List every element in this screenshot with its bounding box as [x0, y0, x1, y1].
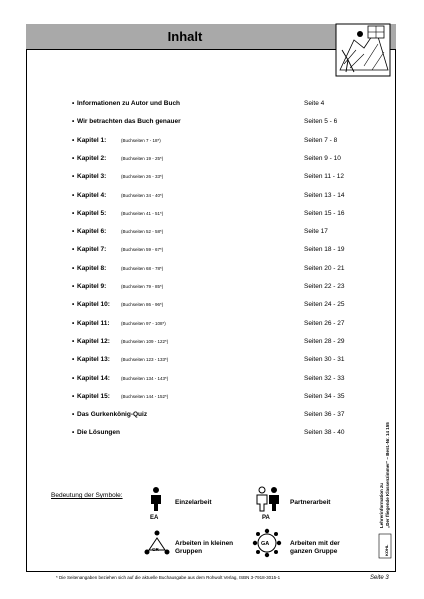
toc-row: [72, 281, 362, 293]
credit-line-2: „Der fliegende Klassenzimmer“ – Best.-Nr. 14 155: [385, 422, 390, 528]
toc-book-range: (Buchseiten 7 - 18*): [121, 137, 161, 143]
toc-pages: Seiten 15 - 16: [304, 209, 345, 217]
toc-pages: Seiten 28 - 29: [304, 337, 345, 345]
toc-row: [72, 171, 362, 183]
pa-label: Partnerarbeit: [290, 499, 331, 506]
toc-pages: Seiten 13 - 14: [304, 191, 345, 199]
toc-row: [72, 427, 362, 439]
toc-label: Kapitel 15:: [77, 392, 110, 400]
toc-pages: Seiten 20 - 21: [304, 264, 345, 272]
bullet: •: [72, 283, 75, 290]
toc-label: Kapitel 10:: [77, 301, 110, 309]
toc-row: [72, 391, 362, 403]
toc-row: [72, 226, 362, 238]
toc-row: [72, 153, 362, 165]
toc-book-range: (Buchseiten 97 - 108*): [121, 320, 166, 326]
toc-label: Kapitel 3:: [77, 173, 107, 181]
toc-label: Kapitel 1:: [77, 136, 107, 144]
toc-pages: Seiten 30 - 31: [304, 356, 345, 364]
toc-book-range: (Buchseiten 26 - 33*): [121, 174, 164, 180]
toc-label: Die Lösungen: [77, 429, 120, 437]
toc-book-range: (Buchseiten 41 - 51*): [121, 210, 164, 216]
toc-book-range: (Buchseiten 123 - 133*): [121, 357, 169, 363]
toc-row: [72, 318, 362, 330]
toc-row: [72, 116, 362, 128]
toc-pages: Seite 17: [304, 228, 328, 236]
bullet: •: [72, 209, 75, 217]
toc-row: [72, 354, 362, 366]
bullet: •: [72, 136, 75, 144]
bullet: •: [72, 429, 75, 437]
toc-pages: Seiten 7 - 8: [304, 136, 338, 144]
toc-book-range: (Buchseiten 109 - 122*): [121, 338, 169, 344]
bullet: •: [72, 118, 75, 126]
bullet: •: [72, 173, 75, 181]
publisher-credit: [378, 400, 392, 560]
toc-pages: Seiten 32 - 33: [304, 374, 345, 382]
toc-label: Wir betrachten das Buch genauer: [77, 118, 181, 126]
toc-book-range: (Buchseiten 68 - 78*): [121, 265, 164, 271]
gr-label: Arbeiten in kleinen Gruppen: [175, 540, 234, 555]
toc-pages: Seiten 5 - 6: [304, 118, 338, 126]
ga-badge: GA: [261, 541, 270, 547]
bullet: •: [72, 154, 75, 162]
page-title: Inhalt: [167, 29, 203, 44]
bullet: •: [72, 374, 75, 382]
toc-label: Kapitel 5:: [77, 209, 107, 217]
toc-label: Kapitel 7:: [77, 246, 107, 254]
toc-row: [72, 409, 362, 421]
toc-pages: Seiten 36 - 37: [304, 411, 345, 419]
two-persons-icon: [255, 486, 281, 516]
toc-row: [72, 190, 362, 202]
toc-book-range: (Buchseiten 59 - 67*): [121, 247, 164, 253]
toc-row: [72, 244, 362, 256]
toc-row: [72, 135, 362, 147]
toc-pages: Seiten 26 - 27: [304, 319, 345, 327]
toc-book-range: (Buchseiten 52 - 58*): [121, 229, 164, 235]
bullet: •: [72, 191, 75, 199]
toc-label: Kapitel 11:: [77, 319, 110, 327]
toc-pages: Seiten 9 - 10: [304, 154, 341, 162]
toc-row: [72, 336, 362, 348]
toc-label: Kapitel 2:: [77, 154, 107, 162]
ga-label: Arbeiten mit der ganzen Gruppe: [290, 540, 340, 555]
gr-badge: GR: [152, 547, 159, 552]
toc-row: [72, 299, 362, 311]
toc-pages: Seiten 24 - 25: [304, 301, 345, 309]
pa-badge: PA: [262, 515, 270, 521]
toc-row: [72, 208, 362, 220]
bullet: •: [72, 319, 75, 327]
toc-label: Das Gurkenkönig-Quiz: [77, 411, 148, 419]
toc-label: Informationen zu Autor und Buch: [77, 100, 181, 107]
ea-badge: EA: [150, 515, 159, 521]
corner-illustration: [334, 20, 394, 80]
bullet: •: [72, 100, 75, 107]
bullet: •: [72, 337, 75, 345]
toc-book-range: (Buchseiten 144 - 152*): [121, 393, 169, 399]
toc-row: [72, 373, 362, 385]
footnote: * Die Seitenangaben beziehen sich auf die aktuelle Buchausgabe aus dem Rohwolt Verlag, ISBN 3-7918-3015-1: [56, 575, 281, 580]
toc-row: [72, 98, 362, 110]
toc-label: Kapitel 13:: [77, 356, 110, 364]
toc-pages: Seiten 18 - 19: [304, 246, 345, 254]
toc-label: Kapitel 4:: [77, 191, 107, 199]
toc-pages: Seiten 22 - 23: [304, 283, 345, 290]
toc-book-range: (Buchseiten 19 - 25*): [121, 155, 164, 161]
bullet: •: [72, 228, 75, 236]
toc-row: [72, 263, 362, 275]
bullet: •: [72, 411, 75, 419]
ea-label: Einzelarbeit: [175, 499, 212, 506]
toc-label: Kapitel 8:: [77, 264, 107, 272]
credit-line-1: Lehrerinformation zu: [379, 482, 384, 528]
toc-book-range: (Buchseiten 34 - 40*): [121, 192, 164, 198]
toc-book-range: (Buchseiten 79 - 85*): [121, 284, 164, 289]
toc-book-range: (Buchseiten 86 - 96*): [121, 302, 164, 308]
bullet: •: [72, 356, 75, 364]
toc-pages: Seiten 34 - 35: [304, 392, 345, 400]
toc-pages: Seite 4: [304, 100, 325, 107]
bullet: •: [72, 264, 75, 272]
bullet: •: [72, 301, 75, 309]
single-person-icon: [148, 486, 164, 516]
bullet: •: [72, 392, 75, 400]
legend-title: Bedeutung der Symbole:: [51, 492, 123, 499]
toc-label: Kapitel 9:: [77, 283, 107, 290]
publisher-logo-text: KOHL: [384, 544, 389, 556]
toc-label: Kapitel 6:: [77, 228, 107, 236]
toc-label: Kapitel 12:: [77, 337, 110, 345]
toc-pages: Seiten 11 - 12: [304, 173, 344, 181]
toc-book-range: (Buchseiten 134 - 143*): [121, 375, 169, 381]
toc-label: Kapitel 14:: [77, 374, 110, 382]
bullet: •: [72, 246, 75, 254]
page-number: Seite 3: [370, 575, 389, 581]
toc-pages: Seiten 38 - 40: [304, 429, 345, 437]
